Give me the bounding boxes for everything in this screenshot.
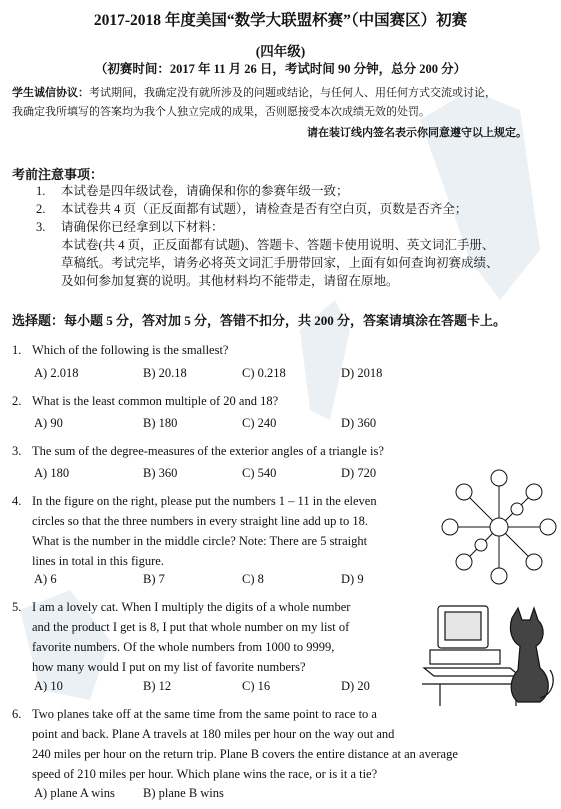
question-text: Which of the following is the smallest? [32, 343, 229, 357]
cat-icon [510, 608, 548, 702]
question-text: Two planes take off at the same time from the same point to race to a [32, 707, 377, 721]
option-d: D) 9 [341, 572, 364, 586]
option-b: B) plane B wins [143, 786, 224, 800]
notes-heading: 考前注意事项： [12, 167, 104, 182]
question-5 [12, 597, 412, 677]
question-text: I am a lovely cat. When I multiply the digits of a whole number [32, 600, 351, 614]
note-sub-line: 及如何参加复赛的说明。其他材料均不能带走，请留在原地。 [61, 274, 399, 288]
circles-figure [440, 468, 558, 586]
cat-computer-illustration [420, 598, 558, 708]
question-text: favorite numbers. Of the whole numbers from 1000 to 9999, [32, 640, 335, 654]
inner-circle [475, 539, 487, 551]
note-number: 2. [36, 202, 46, 216]
question-6 [12, 704, 552, 784]
note-text: 本试卷共 4 页（正反面都有试题），请检查是否有空白页，页数是否齐全； [61, 202, 468, 216]
option-a: A) 2.018 [34, 366, 79, 380]
option-a: A) 90 [34, 416, 63, 430]
option-b: B) 7 [143, 572, 165, 586]
computer-base [430, 650, 500, 664]
question-4 [12, 491, 432, 571]
signature-instruction: 请在装订线内签名表示你同意遵守以上规定。 [307, 127, 527, 139]
option-d: D) 720 [341, 466, 377, 480]
outer-circle [442, 519, 458, 535]
option-b: B) 12 [143, 679, 172, 693]
outer-circle [491, 568, 507, 584]
notes-list [36, 182, 551, 290]
outer-circle [491, 470, 507, 486]
option-c: C) 240 [242, 416, 277, 430]
outer-circle [526, 484, 542, 500]
question-3 [12, 441, 384, 461]
question-number: 5. [12, 600, 22, 614]
integrity-label: 学生诚信协议： [12, 87, 89, 99]
question-text: The sum of the degree-measures of the exterior angles of a triangle is? [32, 444, 384, 458]
question-2 [12, 391, 278, 411]
question-text: speed of 210 miles per hour. Which plane wins the race, or is it a tie? [32, 767, 378, 781]
question-number: 6. [12, 707, 22, 721]
outer-circle [456, 554, 472, 570]
option-a: A) plane A wins [34, 786, 115, 800]
exam-title: 2017-2018 年度美国“数学大联盟杯赛”（中国赛区）初赛 [93, 12, 468, 29]
integrity-agreement [12, 84, 552, 122]
question-number: 1. [12, 343, 22, 357]
integrity-line-1: 考试期间，我确定没有就所涉及的问题或结论，与任何人、用任何方式交流或讨论， [89, 87, 496, 99]
outer-circle [540, 519, 556, 535]
exam-time-info: （初赛时间：2017 年 11 月 26 日，考试时间 90 分钟，总分 200 分） [94, 62, 467, 76]
section-instructions: 选择题：每小题 5 分，答对加 5 分，答错不扣分，共 200 分，答案请填涂在答题卡上。 [12, 313, 507, 328]
option-a: A) 6 [34, 572, 57, 586]
question-text: lines in total in this figure. [32, 554, 164, 568]
question-number: 3. [12, 444, 22, 458]
question-text: In the figure on the right, please put the numbers 1 – 11 in the eleven [32, 494, 377, 508]
question-text: circles so that the three numbers in every straight line add up to 18. [32, 514, 369, 528]
question-text: how many would I put on my list of favorite numbers? [32, 660, 306, 674]
note-number: 3. [36, 220, 46, 234]
inner-circle [511, 503, 523, 515]
option-c: C) 16 [242, 679, 271, 693]
keyboard-icon [424, 668, 520, 676]
question-text: What is the least common multiple of 20 and 18? [32, 394, 279, 408]
question-text: What is the number in the middle circle? Note: There are 5 straight [32, 534, 368, 548]
option-d: D) 2018 [341, 366, 383, 380]
option-a: A) 10 [34, 679, 63, 693]
center-circle [490, 518, 508, 536]
outer-circle [456, 484, 472, 500]
question-text: point and back. Plane A travels at 180 miles per hour on the way out and [32, 727, 395, 741]
option-b: B) 20.18 [143, 366, 187, 380]
option-d: D) 20 [341, 679, 370, 693]
note-text: 请确保你已经拿到以下材料： [61, 220, 224, 234]
question-number: 2. [12, 394, 22, 408]
outer-circle [526, 554, 542, 570]
integrity-line-2: 我确定我所填写的答案均为我个人独立完成的成果，否则愿接受本次成绩无效的处罚。 [12, 106, 430, 118]
note-text: 本试卷是四年级试卷，请确保和你的参赛年级一致； [61, 184, 349, 198]
question-text: and the product I get is 8, I put that whole number on my list of [32, 620, 350, 634]
option-a: A) 180 [34, 466, 70, 480]
note-number: 1. [36, 184, 46, 198]
option-c: C) 540 [242, 466, 277, 480]
option-b: B) 180 [143, 416, 178, 430]
question-1 [12, 340, 228, 360]
question-text: 240 miles per hour on the return trip. Plane B covers the entire distance at an average [32, 747, 458, 761]
option-d: D) 360 [341, 416, 377, 430]
note-sub-line: 本试卷(共 4 页，正反面都有试题)、答题卡、答题卡使用说明、英文词汇手册、 [61, 238, 495, 252]
question-number: 4. [12, 494, 22, 508]
option-c: C) 0.218 [242, 366, 286, 380]
option-b: B) 360 [143, 466, 178, 480]
exam-grade: (四年级) [255, 44, 306, 59]
option-c: C) 8 [242, 572, 264, 586]
note-sub-line: 草稿纸。考试完毕，请务必将英文词汇手册带回家，上面有如何查询初赛成绩、 [61, 256, 499, 270]
